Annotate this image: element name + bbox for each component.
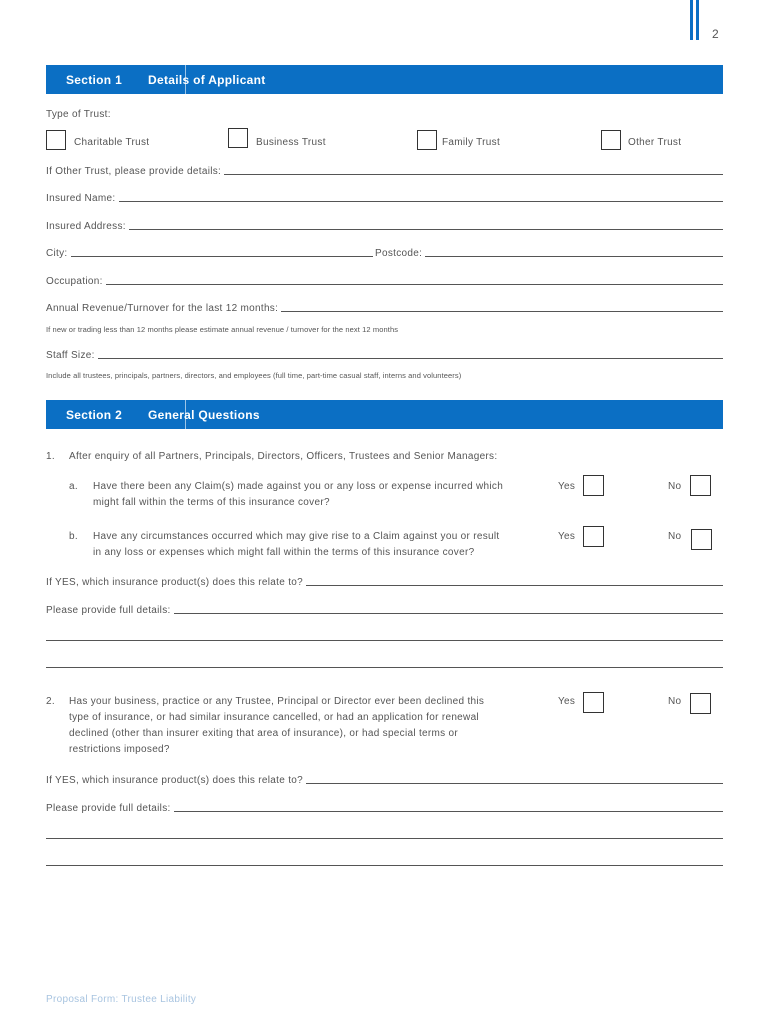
input-line[interactable] [129,228,723,230]
section-1-header [46,65,723,94]
no-label: No [668,696,682,707]
postcode-field[interactable] [375,248,723,259]
q1-details-line[interactable] [46,640,723,641]
if-yes-label: If YES, which insurance product(s) does this relate to? [46,775,303,786]
business-trust-checkbox[interactable] [228,128,248,148]
question-2-text [69,694,549,758]
revenue-note: If new or trading less than 12 months please estimate annual revenue / turnover for the next 12 months [46,325,399,334]
input-line[interactable] [98,357,723,359]
question-line: declined (other than insurer exiting that area of insurance), or had special terms or [69,728,459,739]
business-trust-label: Business Trust [256,137,326,148]
insured-name-field[interactable] [46,193,723,204]
input-line[interactable] [281,310,723,312]
question-line: in any loss or expenses which might fall within the terms of this insurance cover? [93,547,475,558]
no-label: No [668,481,682,492]
other-trust-details-field[interactable] [46,166,723,177]
annual-revenue-label: Annual Revenue/Turnover for the last 12 months: [46,303,279,314]
q2-details-field[interactable] [46,803,723,814]
type-of-trust-label: Type of Trust: [46,109,111,120]
input-line[interactable] [119,200,724,202]
input-line[interactable] [174,810,723,812]
yes-label: Yes [558,531,576,542]
input-line[interactable] [71,255,374,257]
q2-product-field[interactable] [46,775,723,786]
city-label: City: [46,248,68,259]
question-line: type of insurance, or had similar insurance cancelled, or had an application for renewal [69,712,479,723]
question-1-text: After enquiry of all Partners, Principals, Directors, Officers, Trustees and Senior Managers: [69,451,498,462]
question-1b-letter: b. [69,531,78,542]
insured-name-label: Insured Name: [46,193,116,204]
input-line[interactable] [106,283,723,285]
section-title: Details of Applicant [148,73,266,87]
family-trust-label: Family Trust [442,137,501,148]
page-marker-bar [690,0,693,40]
charitable-trust-label: Charitable Trust [74,137,150,148]
annual-revenue-field[interactable] [46,303,723,314]
insured-address-label: Insured Address: [46,221,126,232]
question-1a-no-checkbox[interactable] [690,475,711,496]
other-trust-label: Other Trust [628,137,682,148]
question-2-yes-checkbox[interactable] [583,692,604,713]
question-1a-text [93,479,553,511]
input-line[interactable] [425,255,723,257]
question-1b-no-checkbox[interactable] [691,529,712,550]
question-1-number: 1. [46,451,55,462]
question-1b-text [93,529,553,561]
question-line: might fall within the terms of this insurance cover? [93,497,330,508]
section-number: Section 1 [66,73,123,87]
no-label: No [668,531,682,542]
question-line: restrictions imposed? [69,744,170,755]
family-trust-checkbox[interactable] [417,130,437,150]
question-line: Have there been any Claim(s) made against you or any loss or expense incurred which [93,481,504,492]
other-trust-checkbox[interactable] [601,130,621,150]
postcode-label: Postcode: [375,248,423,259]
staff-size-label: Staff Size: [46,350,95,361]
q2-details-line[interactable] [46,838,723,839]
insured-address-field[interactable] [46,221,723,232]
section-title: General Questions [148,408,260,422]
input-line[interactable] [306,584,723,586]
city-field[interactable] [46,248,373,259]
details-label: Please provide full details: [46,803,171,814]
input-line[interactable] [174,612,723,614]
yes-label: Yes [558,696,576,707]
question-1a-yes-checkbox[interactable] [583,475,604,496]
q1-details-line[interactable] [46,667,723,668]
charitable-trust-checkbox[interactable] [46,130,66,150]
question-2-no-checkbox[interactable] [690,693,711,714]
q1-product-field[interactable] [46,577,723,588]
page-footer: Proposal Form: Trustee Liability [46,994,197,1005]
details-label: Please provide full details: [46,605,171,616]
q1-details-field[interactable] [46,605,723,616]
if-yes-label: If YES, which insurance product(s) does this relate to? [46,577,303,588]
section-number: Section 2 [66,408,123,422]
input-line[interactable] [306,782,723,784]
page-number: 2 [712,27,719,41]
question-line: Have any circumstances occurred which may give rise to a Claim against you or result [93,531,500,542]
question-1b-yes-checkbox[interactable] [583,526,604,547]
page-marker-bar [696,0,699,40]
question-line: Has your business, practice or any Trustee, Principal or Director ever been declined this [69,696,485,707]
staff-size-field[interactable] [46,350,723,361]
occupation-label: Occupation: [46,276,103,287]
q2-details-line[interactable] [46,865,723,866]
staff-note: Include all trustees, principals, partners, directors, and employees (full time, part-time casual staff, interns and volunteers) [46,371,462,380]
yes-label: Yes [558,481,576,492]
input-line[interactable] [224,173,723,175]
other-trust-details-label: If Other Trust, please provide details: [46,166,222,177]
occupation-field[interactable] [46,276,723,287]
question-1a-letter: a. [69,481,78,492]
question-2-number: 2. [46,696,55,707]
section-2-header [46,400,723,429]
